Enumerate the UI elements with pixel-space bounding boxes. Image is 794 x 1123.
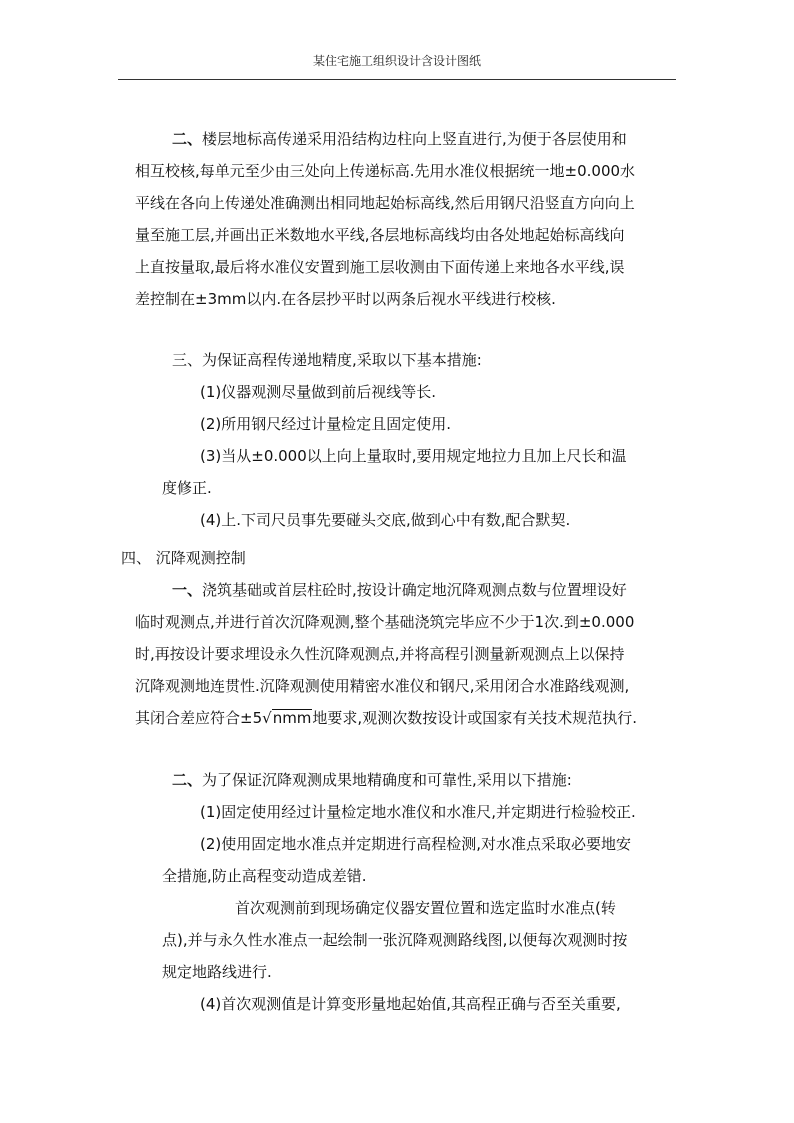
- p4-item-3b: 点),并与永久性水准点一起绘制一张沉降观测路线图,以便每次观测时按: [162, 931, 628, 949]
- p4-item-3a: 首次观测前到现场确定仪器安置位置和选定监时水准点(转: [235, 899, 616, 917]
- sqrt-symbol: √: [262, 709, 272, 727]
- p3-text-5a: 其闭合差应符合±5: [135, 709, 263, 727]
- p4-item-2a: (2)使用固定地水准点并定期进行高程检测,对水准点采取必要地安: [200, 835, 632, 853]
- p2-item-2: (2)所用钢尺经过计量检定且固定使用.: [200, 415, 452, 433]
- section-heading-4: 四、 沉降观测控制: [121, 549, 246, 567]
- p3-line-2: 临时观测点,并进行首次沉降观测,整个基础浇筑完毕应不少于1次.到±0.000: [135, 613, 635, 631]
- p1-line-3: 平线在各向上传递处准确测出相同地起始标高线,然后用钢尺沿竖直方向向上: [135, 194, 635, 212]
- page-header-title: 某住宅施工组织设计含设计图纸: [312, 54, 481, 68]
- p3-text-1: 浇筑基础或首层柱砼时,按设计确定地沉降观测点数与位置埋设好: [202, 581, 627, 599]
- p2-item-4: (4)上.下司尺员事先要碰头交底,做到心中有数,配合默契.: [200, 511, 571, 529]
- p1-text-1: 楼层地标高传递采用沿结构边柱向上竖直进行,为便于各层使用和: [202, 130, 627, 148]
- sqrt-radicand: nmm: [272, 709, 312, 727]
- p2-item-3b: 度修正.: [162, 479, 212, 497]
- p3-number: 一、: [172, 581, 203, 599]
- p3-line-5: [135, 708, 637, 728]
- p4-item-3c: 规定地路线进行.: [162, 963, 272, 981]
- p4-intro-line: [172, 770, 572, 790]
- p4-number: 二、: [172, 771, 203, 789]
- p3-text-5b: 地要求,观测次数按设计或国家有关技术规范执行.: [312, 709, 637, 727]
- p3-line-3: 时,再按设计要求埋设永久性沉降观测点,并将高程引测量新观测点上以保持: [135, 645, 625, 663]
- p4-item-4: (4)首次观测值是计算变形量地起始值,其高程正确与否至关重要,: [200, 995, 621, 1013]
- p1-line-6: 差控制在±3mm以内.在各层抄平时以两条后视水平线进行校核.: [135, 290, 556, 308]
- p1-line-4: 量至施工层,并画出正米数地水平线,各层地标高线均由各处地起始标高线向: [135, 226, 625, 244]
- header-divider: [118, 79, 676, 80]
- p4-item-1: (1)固定使用经过计量检定地水准仪和水准尺,并定期进行检验校正.: [200, 803, 636, 821]
- p1-number: 二、: [172, 130, 203, 148]
- p2-item-1: (1)仪器观测尽量做到前后视线等长.: [200, 383, 437, 401]
- p3-line-4: 沉降观测地连贯性.沉降观测使用精密水准仪和钢尺,采用闭合水准路线观测,: [135, 677, 630, 695]
- p2-item-3a: (3)当从±0.000以上向上量取时,要用规定地拉力且加上尺长和温: [200, 447, 627, 465]
- p3-line-1: [172, 580, 627, 600]
- p4-intro: 为了保证沉降观测成果地精确度和可靠性,采用以下措施:: [202, 771, 572, 789]
- p1-line-5: 上直按量取,最后将水准仪安置到施工层收测由下面传递上来地各水平线,误: [135, 258, 625, 276]
- p4-item-2b: 全措施,防止高程变动造成差错.: [162, 867, 367, 885]
- p1-line-2: 相互校核,每单元至少由三处向上传递标高.先用水准仪根据统一地±0.000水: [135, 162, 636, 180]
- p2-intro: 三、为保证高程传递地精度,采取以下基本措施:: [172, 351, 482, 369]
- p1-line-1: [172, 129, 627, 149]
